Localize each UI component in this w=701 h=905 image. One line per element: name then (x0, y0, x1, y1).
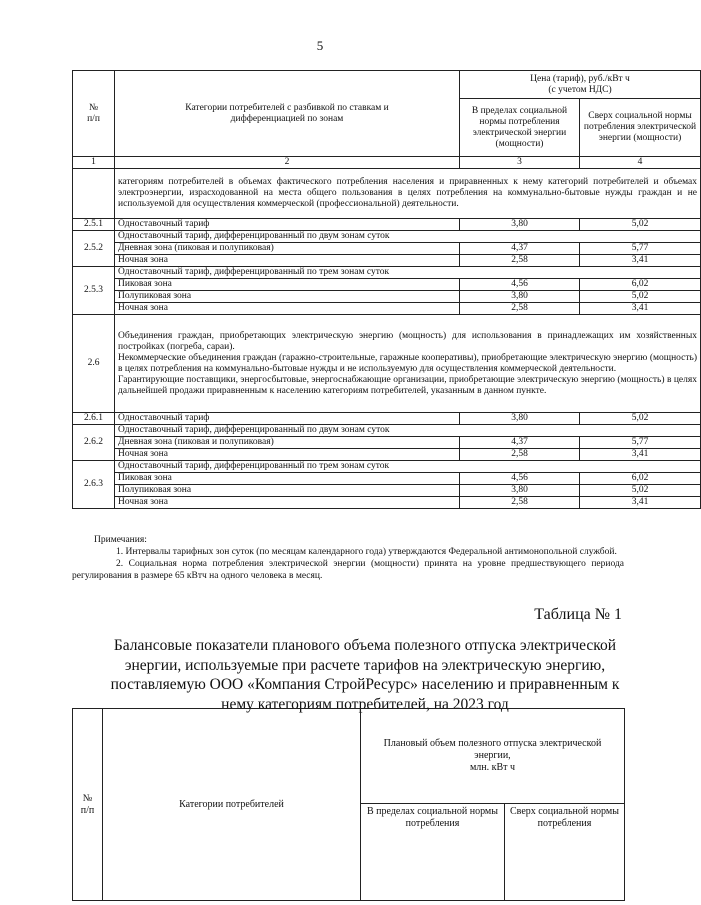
price-within: 3,80 (460, 219, 580, 231)
row-num: 2.6 (73, 315, 115, 413)
price-above: 5,77 (580, 243, 701, 255)
price-above: 3,41 (580, 497, 701, 509)
price-above: 5,77 (580, 437, 701, 449)
t2-header-num: № п/п (73, 709, 103, 901)
zone-label: Полупиковая зона (115, 291, 460, 303)
price-above: 6,02 (580, 473, 701, 485)
header-within-norm: В пределах социальной нормы потребления электрической энергии (мощности) (460, 99, 580, 157)
price-above: 5,02 (580, 291, 701, 303)
table-title: Балансовые показатели планового объема полезного отпуска электрической энергии, используемые при расчете тарифов на электрическую энергию, поставляемую ООО «Компания СтройРесурс» населению и приравненным к нему категориям потребителей, на 2023 год (110, 637, 620, 713)
price-within: 2,58 (460, 255, 580, 267)
col-number-2: 2 (115, 157, 460, 169)
col-number-4: 4 (580, 157, 701, 169)
zone-label: Ночная зона (115, 255, 460, 267)
t2-header-above-norm: Сверх социальной нормы потребления (505, 804, 625, 901)
price-above: 5,02 (580, 485, 701, 497)
col-number-3: 3 (460, 157, 580, 169)
row-label: Одноставочный тариф (115, 413, 460, 425)
note-2: 2. Социальная норма потребления электрической энергии (мощности) принята на уровне предшествующего периода регулирования в размере 65 кВтч на одного человека в месяц. (72, 559, 624, 581)
price-above: 5,02 (580, 219, 701, 231)
price-above: 3,41 (580, 449, 701, 461)
price-above: 3,41 (580, 255, 701, 267)
t2-header-planned: Плановый объем полезного отпуска электрической энергии, млн. кВт ч (361, 709, 625, 804)
price-within: 2,58 (460, 497, 580, 509)
t2-header-within-norm: В пределах социальной нормы потребления (361, 804, 505, 901)
price-within: 3,80 (460, 413, 580, 425)
row-num: 2.5.1 (73, 219, 115, 231)
zone-label: Дневная зона (пиковая и полупиковая) (115, 243, 460, 255)
col-number-1: 1 (73, 157, 115, 169)
row-label: Одноставочный тариф, дифференцированный по трем зонам суток (115, 267, 701, 279)
notes-title: Примечания: (94, 535, 147, 545)
row-num: 2.5.2 (73, 231, 115, 267)
price-within: 4,56 (460, 279, 580, 291)
price-above: 5,02 (580, 413, 701, 425)
header-num: № п/п (73, 71, 115, 157)
row-num: 2.6.3 (73, 461, 115, 509)
zone-label: Ночная зона (115, 449, 460, 461)
price-within: 4,37 (460, 437, 580, 449)
balance-table (72, 708, 625, 901)
header-above-norm: Сверх социальной нормы потребления электрической энергии (мощности) (580, 99, 701, 157)
note-1: 1. Интервалы тарифных зон суток (по месяцам календарного года) утверждаются Федеральной антимонопольной службой. (116, 547, 617, 557)
section-paragraph: Некоммерческие объединения граждан (гаражно-строительные, гаражные кооперативы), приобретающие электрическую энергию (мощность) в целях потребления на коммунально-бытовые нужды и не используемую для осуществления коммерческой деятельности. (118, 352, 698, 374)
section-2-6-text (115, 315, 701, 413)
row-num: 2.6.2 (73, 425, 115, 461)
zone-label: Пиковая зона (115, 473, 460, 485)
zone-label: Дневная зона (пиковая и полупиковая) (115, 437, 460, 449)
tariff-table (72, 70, 701, 509)
notes (72, 534, 624, 582)
section-paragraph: Гарантирующие поставщики, энергосбытовые, энергоснабжающие организации, приобретающие электрическую энергию (мощность) в целях дальнейшей продажи приравненным к населению категориям потребителей, указанным в данном пункте. (118, 374, 698, 396)
t2-header-category: Категории потребителей (103, 709, 361, 901)
price-above: 6,02 (580, 279, 701, 291)
row-label: Одноставочный тариф, дифференцированный по двум зонам суток (115, 425, 701, 437)
row-num: 2.6.1 (73, 413, 115, 425)
price-within: 2,58 (460, 449, 580, 461)
price-within: 3,80 (460, 485, 580, 497)
price-within: 3,80 (460, 291, 580, 303)
price-above: 3,41 (580, 303, 701, 315)
price-within: 2,58 (460, 303, 580, 315)
zone-label: Ночная зона (115, 303, 460, 315)
row-label: Одноставочный тариф, дифференцированный по двум зонам суток (115, 231, 701, 243)
intro-num-cell (73, 169, 115, 219)
row-label: Одноставочный тариф (115, 219, 460, 231)
header-price: Цена (тариф), руб./кВт ч (с учетом НДС) (460, 71, 701, 99)
intro-text: категориям потребителей в объемах фактического потребления населения и приравненных к нему категорий потребителей и объемах электроэнергии, израсходованной на места общего пользования в целях потребления на коммунально-бытовые нужды граждан и не используемой для осуществления коммерческой (профессиональной) деятельности. (115, 169, 701, 219)
zone-label: Ночная зона (115, 497, 460, 509)
page-number: 5 (316, 38, 324, 53)
row-label: Одноставочный тариф, дифференцированный по трем зонам суток (115, 461, 701, 473)
header-category: Категории потребителей с разбивкой по ставкам и дифференциацией по зонам (115, 71, 460, 157)
zone-label: Полупиковая зона (115, 485, 460, 497)
price-within: 4,56 (460, 473, 580, 485)
price-within: 4,37 (460, 243, 580, 255)
zone-label: Пиковая зона (115, 279, 460, 291)
row-num: 2.5.3 (73, 267, 115, 315)
section-paragraph: Объединения граждан, приобретающих электрическую энергию (мощность) для использования в принадлежащих им хозяйственных постройках (погреба, сараи). (118, 330, 698, 352)
table-label: Таблица № 1 (534, 606, 622, 623)
